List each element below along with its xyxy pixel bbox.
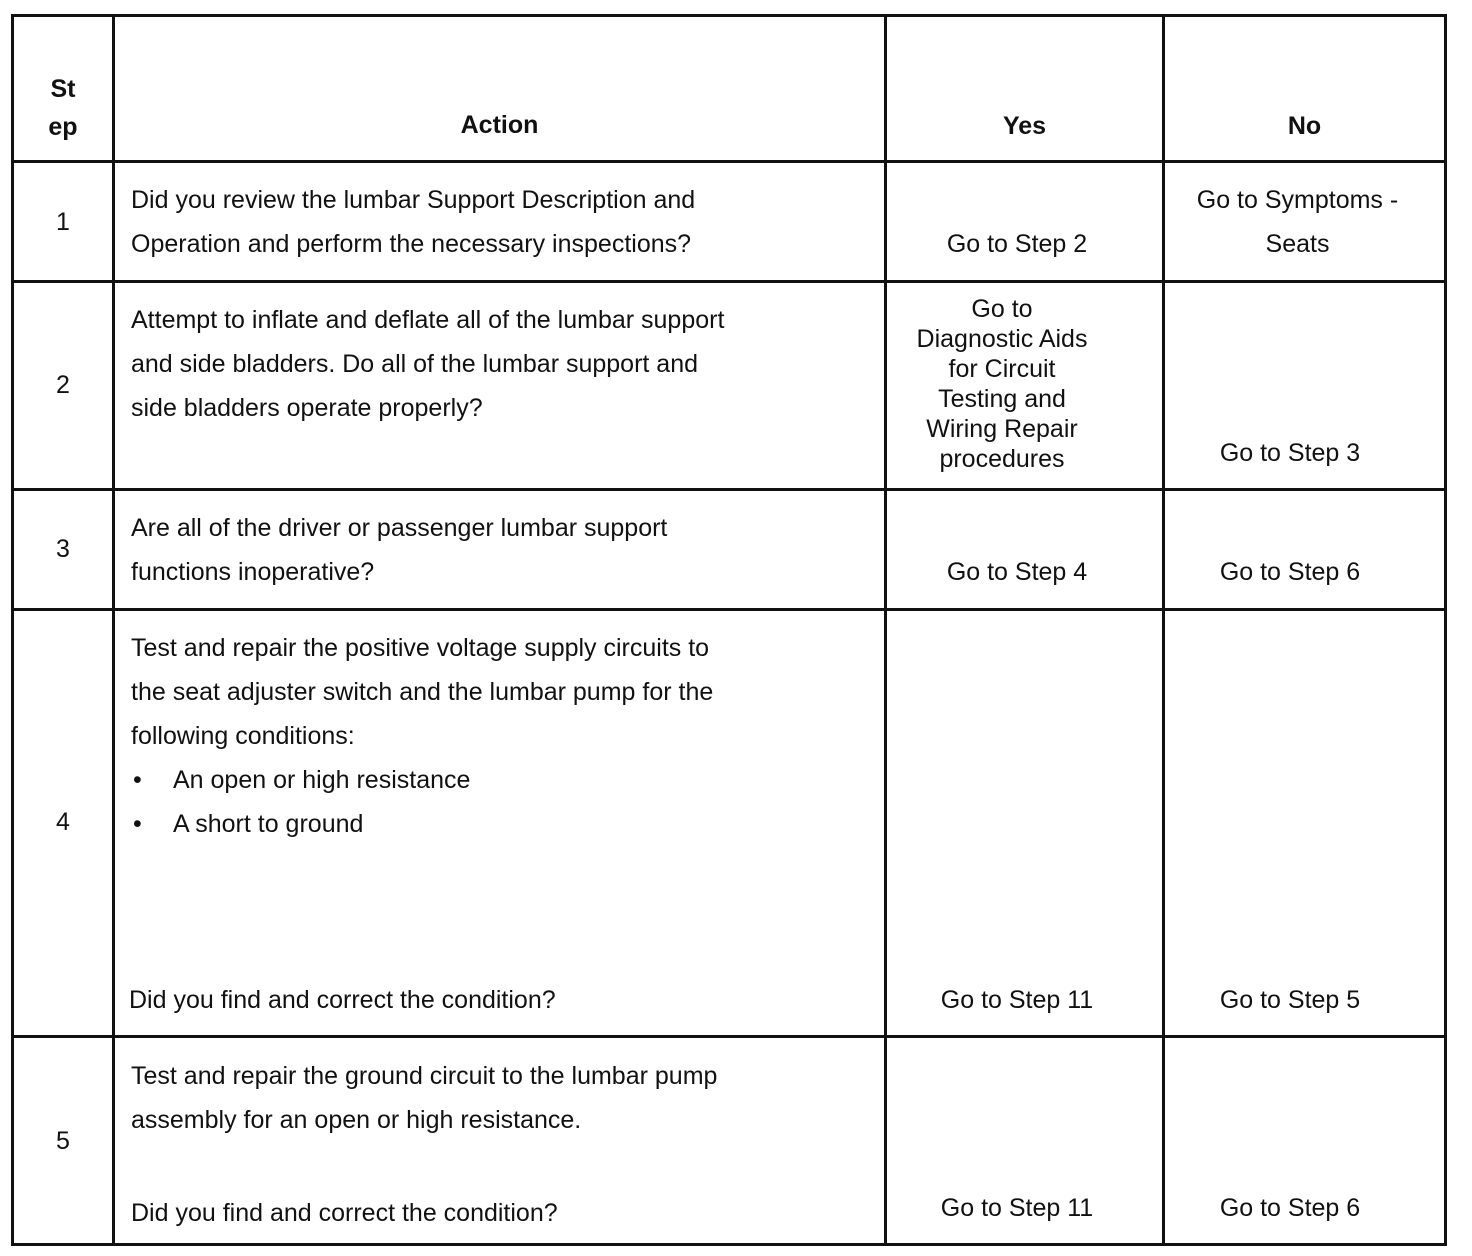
action-line: and side bladders. Do all of the lumbar support and <box>131 350 699 378</box>
action-line: following conditions: <box>131 722 355 750</box>
column-divider <box>884 14 887 1246</box>
yes-result <box>887 294 1117 474</box>
bullet-text: An open or high resistance <box>173 766 471 794</box>
header-action: Action <box>460 111 539 139</box>
diagnostic-table <box>11 14 1447 1246</box>
yes-line: procedures <box>939 445 1065 473</box>
action-line: Are all of the driver or passenger lumbar support <box>131 514 668 542</box>
header-no: No <box>1287 112 1322 140</box>
action-question: Did you find and correct the condition? <box>131 1199 558 1227</box>
action-text <box>131 298 881 430</box>
yes-line: Testing and <box>938 385 1066 413</box>
row-divider <box>11 1035 1447 1038</box>
action-line: side bladders operate properly? <box>131 394 483 422</box>
no-result: Go to Step 6 <box>1219 1194 1361 1222</box>
action-line: functions inoperative? <box>131 558 375 586</box>
bullet-dot: • <box>133 766 142 794</box>
yes-line: Diagnostic Aids <box>916 325 1088 353</box>
yes-result: Go to Step 11 <box>940 1194 1094 1222</box>
header-divider <box>11 160 1447 163</box>
action-line: Test and repair the ground circuit to the lumbar pump <box>131 1062 718 1090</box>
action-line: the seat adjuster switch and the lumbar pump for the <box>131 678 714 706</box>
action-text <box>131 1054 871 1142</box>
action-line: Test and repair the positive voltage supply circuits to <box>131 634 710 662</box>
action-line: assembly for an open or high resistance. <box>131 1106 582 1134</box>
column-divider <box>112 14 115 1246</box>
step-number: 2 <box>56 371 70 399</box>
action-line: Did you review the lumbar Support Description and <box>131 186 696 214</box>
yes-line: for Circuit <box>948 355 1056 383</box>
table-border-top <box>11 14 1447 17</box>
action-line: Attempt to inflate and deflate all of the lumbar support <box>131 306 725 334</box>
table-border-right <box>1444 14 1447 1246</box>
yes-line: Wiring Repair <box>926 415 1078 443</box>
yes-result: Go to Step 11 <box>940 986 1094 1014</box>
step-number: 5 <box>56 1127 70 1155</box>
action-text <box>131 178 871 266</box>
header-yes: Yes <box>1002 112 1047 140</box>
table-border-bottom <box>11 1243 1447 1246</box>
bullet-item <box>131 802 871 846</box>
bullet-dot: • <box>133 810 142 838</box>
yes-line: Go to <box>971 295 1033 323</box>
table-border-left <box>11 14 14 1246</box>
action-text <box>131 626 871 846</box>
action-question: Did you find and correct the condition? <box>129 986 556 1014</box>
no-result <box>1165 178 1430 266</box>
row-divider <box>11 488 1447 491</box>
step-number: 4 <box>56 808 70 836</box>
bullet-item <box>131 758 871 802</box>
no-result: Go to Step 5 <box>1219 986 1361 1014</box>
action-line: Operation and perform the necessary inspections? <box>131 230 692 258</box>
no-result: Go to Step 6 <box>1219 558 1361 586</box>
yes-result: Go to Step 2 <box>946 230 1088 258</box>
action-text <box>131 506 871 594</box>
header-step: St ep <box>48 75 78 141</box>
yes-result: Go to Step 4 <box>946 558 1088 586</box>
row-divider <box>11 280 1447 283</box>
bullet-text: A short to ground <box>173 810 364 838</box>
row-divider <box>11 608 1447 611</box>
step-number: 3 <box>56 535 70 563</box>
no-line: Go to Symptoms - <box>1196 186 1399 214</box>
no-line: Seats <box>1265 230 1330 258</box>
no-result: Go to Step 3 <box>1219 439 1361 467</box>
step-number: 1 <box>56 208 70 236</box>
